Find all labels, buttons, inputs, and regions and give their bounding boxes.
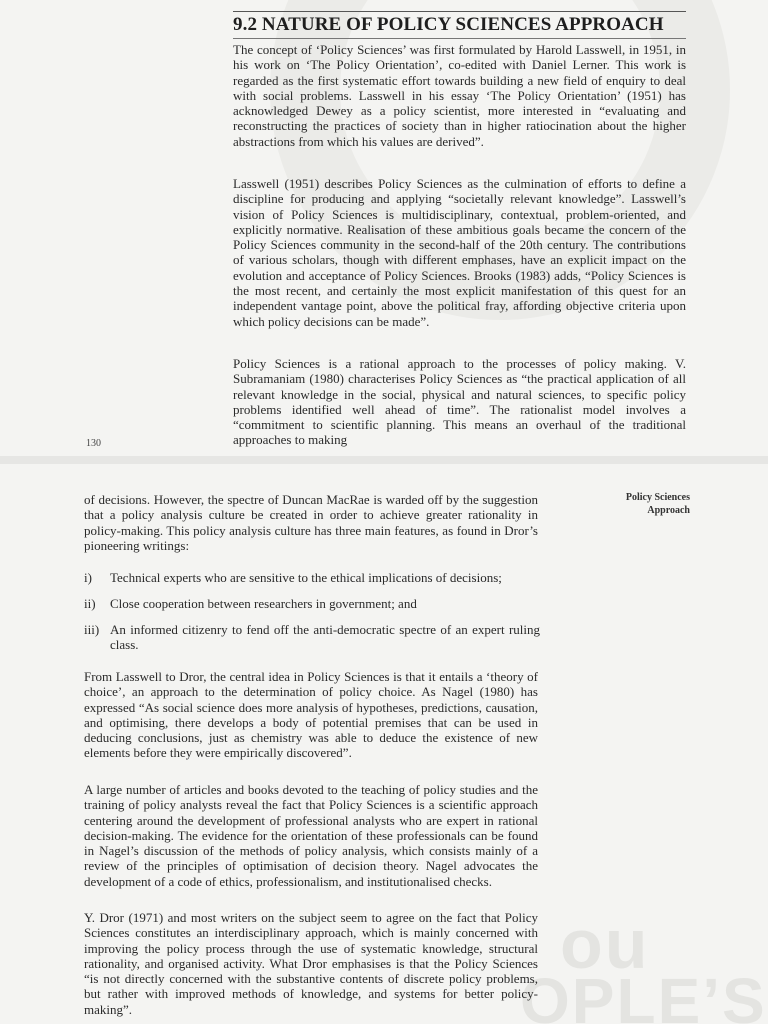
paragraph: From Lasswell to Dror, the central idea in Policy Sciences is that it entails a ‘theory of choice’, an approach to the determination of policy choice. As Nagel (1980) has expressed “As social science does more analysis of hypotheses, predictions, causation, and optimising, there develops a body of potential premises that can be used in deducing conclusions, just as chemistry was able to deduce the existence of new elements before they were empirically discovered”. [84,669,538,761]
list-text: Close cooperation between researchers in government; and [110,596,417,611]
paragraph: Lasswell (1951) describes Policy Sciences as the culmination of efforts to define a discipline for producing and applying “societally relevant knowledge”. Lasswell’s vision of Policy Sciences is multidisciplinary, contextual, problem-oriented, and explicitly normative. Realisation of these ambitious goals became the concern of the Policy Sciences community in the second-half of the 20th century. The contributions of various scholars, though with different emphases, have an explicit impact on the evolution and acceptance of Policy Sciences. Brooks (1983) adds, “Policy Sciences is the most recent, and certainly the most explicit manifestation of this quest for an independent vantage point, above the political fray, affording objective criteria upon which policy decisions can be made”. [233,176,686,329]
page-bottom [0,464,768,1024]
section-heading: 9.2 NATURE OF POLICY SCIENCES APPROACH [233,14,664,35]
heading-bottom-rule [233,38,686,39]
page-number: 130 [86,438,101,449]
paragraph: of decisions. However, the spectre of Duncan MacRae is warded off by the suggestion that a policy analysis culture be created in order to achieve greater rationality in policy-making. This policy analysis culture has three main features, as found in Dror’s pioneering writings: [84,492,538,553]
list-text: An informed citizenry to fend off the anti-democratic spectre of an expert ruling class. [110,622,540,653]
paragraph: A large number of articles and books devoted to the teaching of policy studies and the training of policy analysts reveal the fact that Policy Sciences is a scientific approach centering around the development of professional analysts who are expert in rational decision-making. The evidence for the orientation of these professionals can be found in Nagel’s discussion of the methods of policy analysis, which consists mainly of a review of the principles of optimisation of decision theory. Nagel advocates the development of a code of ethics, professionalism, and institutionalised checks. [84,782,538,889]
watermark-text: OPLE’S [520,965,767,1024]
list-text: Technical experts who are sensitive to the ethical implications of decisions; [110,570,502,585]
paragraph: Policy Sciences is a rational approach to the processes of policy making. V. Subramaniam (1980) characterises Policy Sciences as “the practical application of all relevant knowledge in the social, physical and natural sciences, to specific policy problems identified well ahead of time”. The rationalist model involves a “commitment to scientific planning. This means an overhaul of the traditional approaches to making [233,356,686,448]
list-number: ii) [84,596,96,611]
paragraph: The concept of ‘Policy Sciences’ was first formulated by Harold Lasswell, in 1951, in his work on ‘The Policy Orientation’, co-edited with Daniel Lerner. This work is regarded as the first systematic effort towards building a new field of enquiry to deal with social problems. Lasswell in his essay ‘The Policy Orientation’ (1951) has acknowledged Dewey as a policy scientist, more interested in “evaluating and reconstructing the practices of society than in higher ratiocination about the higher abstractions from which his values are derived”. [233,42,686,149]
watermark-text: ou [560,905,650,983]
side-label: Policy Sciences Approach [625,492,690,516]
paragraph: Y. Dror (1971) and most writers on the subject seem to agree on the fact that Policy Sciences constitutes an interdisciplinary approach, which is mainly concerned with improving the policy process through the use of systematic knowledge, structural rationality, and organised activity. What Dror emphasises is that the Policy Sciences “is not directly concerned with the substantive contents of discrete policy problems, but rather with improved methods of knowledge, and systems for better policy-making”. [84,910,538,1017]
list-number: iii) [84,622,100,637]
page-top [0,0,768,458]
list-number: i) [84,570,92,585]
heading-top-rule [233,11,686,12]
